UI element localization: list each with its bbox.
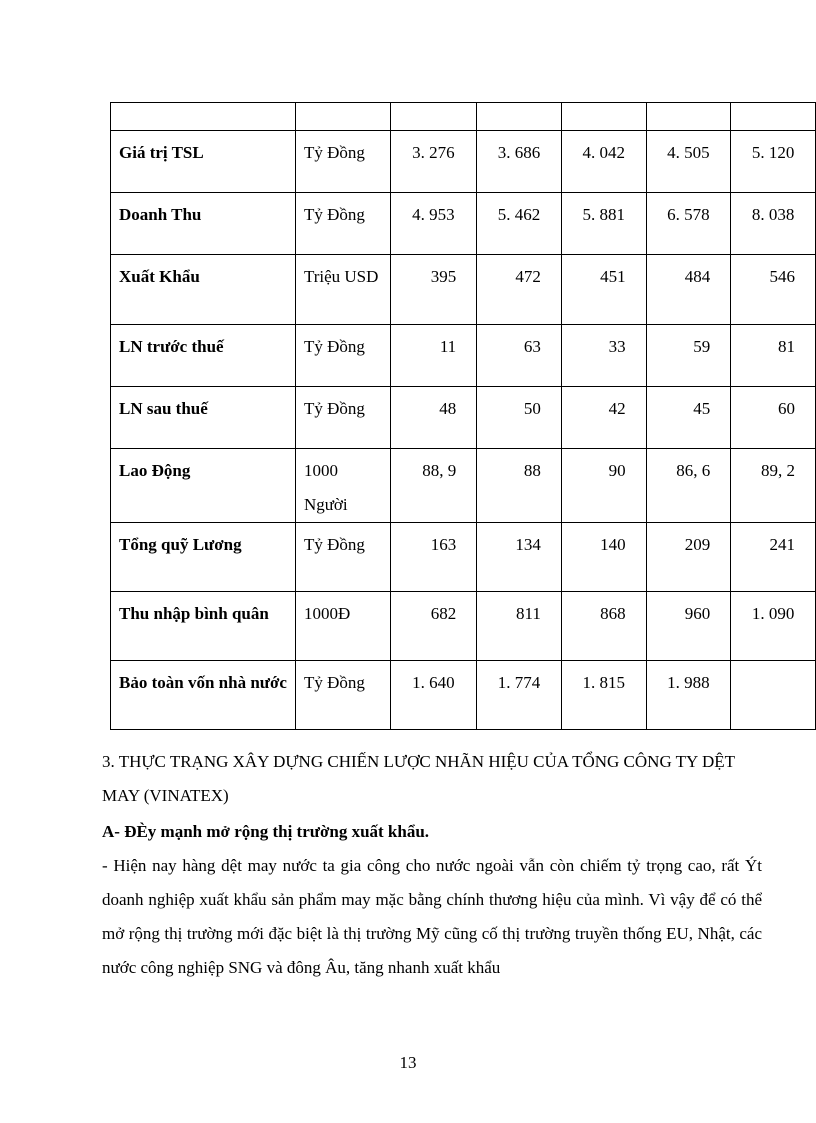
table-cell: 6. 578	[646, 193, 731, 255]
table-row	[111, 131, 816, 193]
page-number: 13	[399, 1053, 417, 1072]
section-heading: 3. THỰC TRẠNG XÂY DỰNG CHIẾN LƯỢC NHÃN HIỆU CỦA TỔNG CÔNG TY DỆT MAY (VINATEX)	[102, 752, 735, 805]
table-cell: 209	[646, 523, 731, 592]
table-cell: 90	[561, 449, 646, 523]
table-row	[111, 449, 816, 523]
row-unit: Tỷ Đồng	[295, 523, 390, 592]
table-cell: 1. 640	[390, 661, 477, 730]
table-cell: 960	[646, 592, 731, 661]
row-label: Xuất Khẩu	[111, 255, 296, 325]
table-cell: 472	[477, 255, 562, 325]
table-cell: 3. 686	[477, 131, 562, 193]
row-label: LN trước thuế	[111, 325, 296, 387]
table-cell: 89, 2	[731, 449, 816, 523]
table-cell: 60	[731, 387, 816, 449]
table-cell: 33	[561, 325, 646, 387]
table-cell: 4. 505	[646, 131, 731, 193]
subheading: A- ĐÈy mạnh mở rộng thị trường xuất khẩu.	[102, 822, 430, 841]
row-unit: 1000Đ	[295, 592, 390, 661]
row-label: Bảo toàn vốn nhà nước	[111, 661, 296, 730]
table-row	[111, 523, 816, 592]
table-cell: 81	[731, 325, 816, 387]
row-unit: 1000 Người	[295, 449, 390, 523]
table-cell: 868	[561, 592, 646, 661]
row-unit: Tỷ Đồng	[295, 661, 390, 730]
table-cell: 88, 9	[390, 449, 477, 523]
table-cell: 3. 276	[390, 131, 477, 193]
row-unit: Triệu USD	[295, 255, 390, 325]
table-cell: 5. 462	[477, 193, 562, 255]
table-cell: 8. 038	[731, 193, 816, 255]
table-row	[111, 387, 816, 449]
table-cell: 86, 6	[646, 449, 731, 523]
table-cell: 451	[561, 255, 646, 325]
table-cell: 42	[561, 387, 646, 449]
table-cell: 11	[390, 325, 477, 387]
table-cell: 45	[646, 387, 731, 449]
table-row	[111, 255, 816, 325]
table-cell: 4. 953	[390, 193, 477, 255]
table-cell: 811	[477, 592, 562, 661]
table-cell: 484	[646, 255, 731, 325]
table-cell: 134	[477, 523, 562, 592]
row-unit: Tỷ Đồng	[295, 131, 390, 193]
table-cell: 1. 774	[477, 661, 562, 730]
table-header-row	[111, 103, 816, 131]
table-cell: 59	[646, 325, 731, 387]
row-unit: Tỷ Đồng	[295, 325, 390, 387]
table-cell: 163	[390, 523, 477, 592]
table-cell: 241	[731, 523, 816, 592]
statistics-table	[110, 102, 816, 730]
table-cell: 395	[390, 255, 477, 325]
row-label: Tổng quỹ Lương	[111, 523, 296, 592]
row-label: Doanh Thu	[111, 193, 296, 255]
table-cell: 50	[477, 387, 562, 449]
table-cell: 546	[731, 255, 816, 325]
row-unit: Tỷ Đồng	[295, 193, 390, 255]
table-cell: 63	[477, 325, 562, 387]
body-paragraph: - Hiện nay hàng dệt may nước ta gia công cho nước ngoài vẫn còn chiếm tỷ trọng cao, rất Ýt doanh nghiệp xuất khẩu sản phẩm may mặc bằng chính thương hiệu của mình. Vì vậy để có thể mở rộng thị trường mới đặc biệt là thị trường Mỹ cũng cố thị trường truyền thống EU, Nhật, các nước công nghiệp SNG và đông Âu, tăng nhanh xuất khẩu	[102, 856, 762, 977]
table-cell: 4. 042	[561, 131, 646, 193]
row-unit: Tỷ Đồng	[295, 387, 390, 449]
row-label: Lao Động	[111, 449, 296, 523]
table-cell: 1. 090	[731, 592, 816, 661]
table-row	[111, 592, 816, 661]
table-cell: 48	[390, 387, 477, 449]
table-cell: 1. 988	[646, 661, 731, 730]
table-cell: 5. 881	[561, 193, 646, 255]
table-cell: 140	[561, 523, 646, 592]
table-row	[111, 193, 816, 255]
table-cell: 682	[390, 592, 477, 661]
table-cell: 5. 120	[731, 131, 816, 193]
table-row	[111, 325, 816, 387]
table-cell: 1. 815	[561, 661, 646, 730]
row-label: Thu nhập bình quân	[111, 592, 296, 661]
table-cell: 88	[477, 449, 562, 523]
table-cell	[731, 661, 816, 730]
row-label: Giá trị TSL	[111, 131, 296, 193]
table-row	[111, 661, 816, 730]
row-label: LN sau thuế	[111, 387, 296, 449]
table-body	[111, 103, 816, 730]
